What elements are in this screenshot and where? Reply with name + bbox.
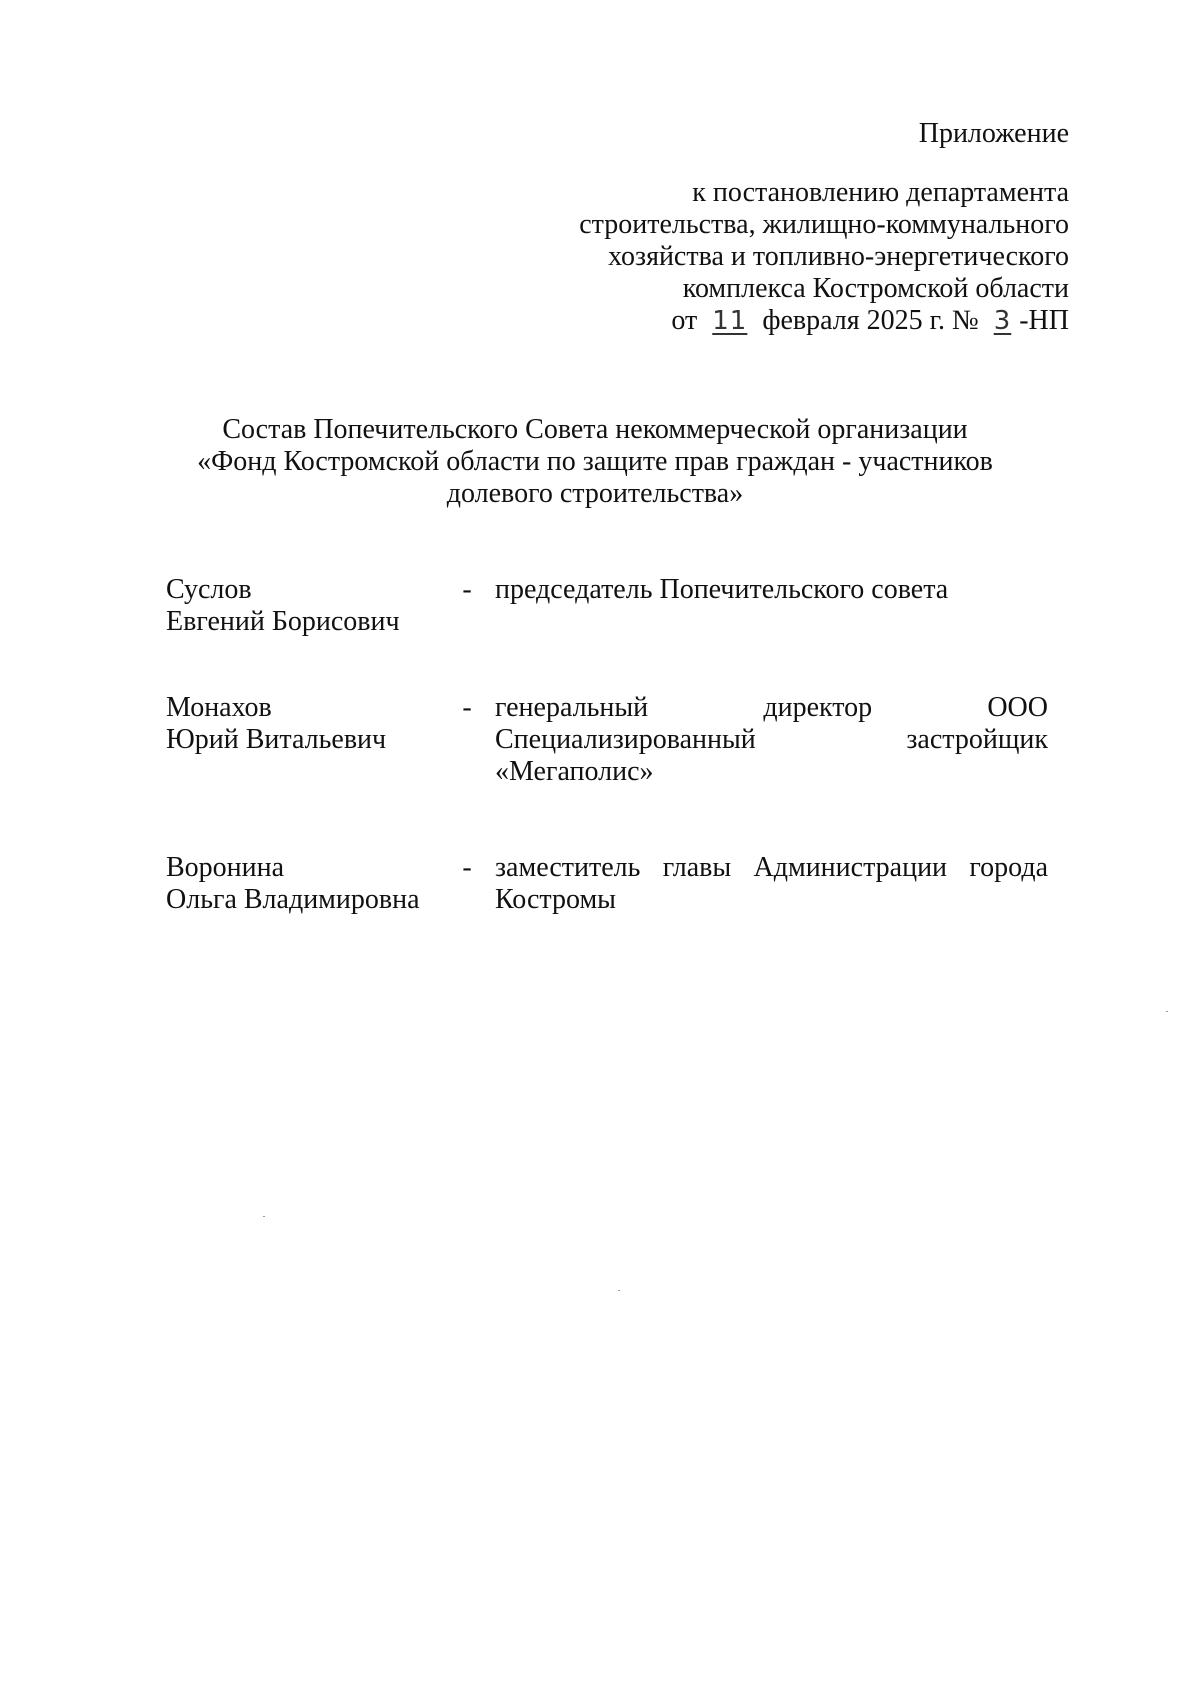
member-voronina xyxy=(166,852,1048,916)
member-suslov xyxy=(166,574,1048,637)
member-role-line: заместитель главы Администрации города xyxy=(495,852,1048,883)
members-list xyxy=(166,574,1048,971)
member-role-line: генеральный директор ООО xyxy=(495,692,1048,723)
member-role-line: Специализированный застройщик xyxy=(495,724,1048,755)
member-role xyxy=(495,574,1048,606)
scan-speck xyxy=(1166,1011,1168,1012)
member-role-line: «Мегаполис» xyxy=(495,756,654,787)
member-name xyxy=(166,692,446,756)
composition-title xyxy=(150,414,1040,510)
scan-speck xyxy=(618,1290,620,1291)
member-name xyxy=(166,852,446,916)
appendix-date-line xyxy=(509,305,1069,337)
appendix-header xyxy=(509,118,1069,337)
appendix-line-4: комплекса Костромской области xyxy=(682,273,1069,304)
date-prefix: от xyxy=(671,305,698,336)
member-role-line: председатель Попечительского совета xyxy=(495,574,949,605)
member-given-names: Юрий Витальевич xyxy=(166,724,387,755)
composition-title-line-3: долевого строительства» xyxy=(446,478,744,509)
member-monakhov xyxy=(166,692,1048,788)
appendix-line-3: хозяйства и топливно-энергетического xyxy=(608,241,1069,272)
member-surname: Монахов xyxy=(166,692,272,723)
member-role-line: Костромы xyxy=(495,884,616,915)
member-surname: Суслов xyxy=(166,574,252,605)
member-role xyxy=(495,852,1048,916)
member-dash: - xyxy=(462,574,472,605)
doc-suffix: -НП xyxy=(1019,305,1069,336)
appendix-line-1: к постановлению департамента xyxy=(692,177,1069,208)
appendix-line-2: строительства, жилищно-коммунального xyxy=(579,209,1069,240)
date-rest: февраля 2025 г. № xyxy=(762,305,979,336)
member-name xyxy=(166,574,446,638)
appendix-title: Приложение xyxy=(918,118,1069,149)
composition-title-line-1: Состав Попечительского Совета некоммерческой организации xyxy=(222,414,968,445)
composition-title-line-2: «Фонд Костромской области по защите прав граждан - участников xyxy=(197,446,993,477)
member-role xyxy=(495,692,1048,788)
scan-speck xyxy=(263,1216,265,1217)
member-given-names: Евгений Борисович xyxy=(166,606,400,637)
member-dash: - xyxy=(462,692,472,723)
member-given-names: Ольга Владимировна xyxy=(166,884,420,915)
date-day-handwritten: 11 xyxy=(712,306,748,336)
doc-number-handwritten: 3 xyxy=(993,306,1012,336)
member-surname: Воронина xyxy=(166,852,285,883)
member-dash: - xyxy=(462,852,472,883)
